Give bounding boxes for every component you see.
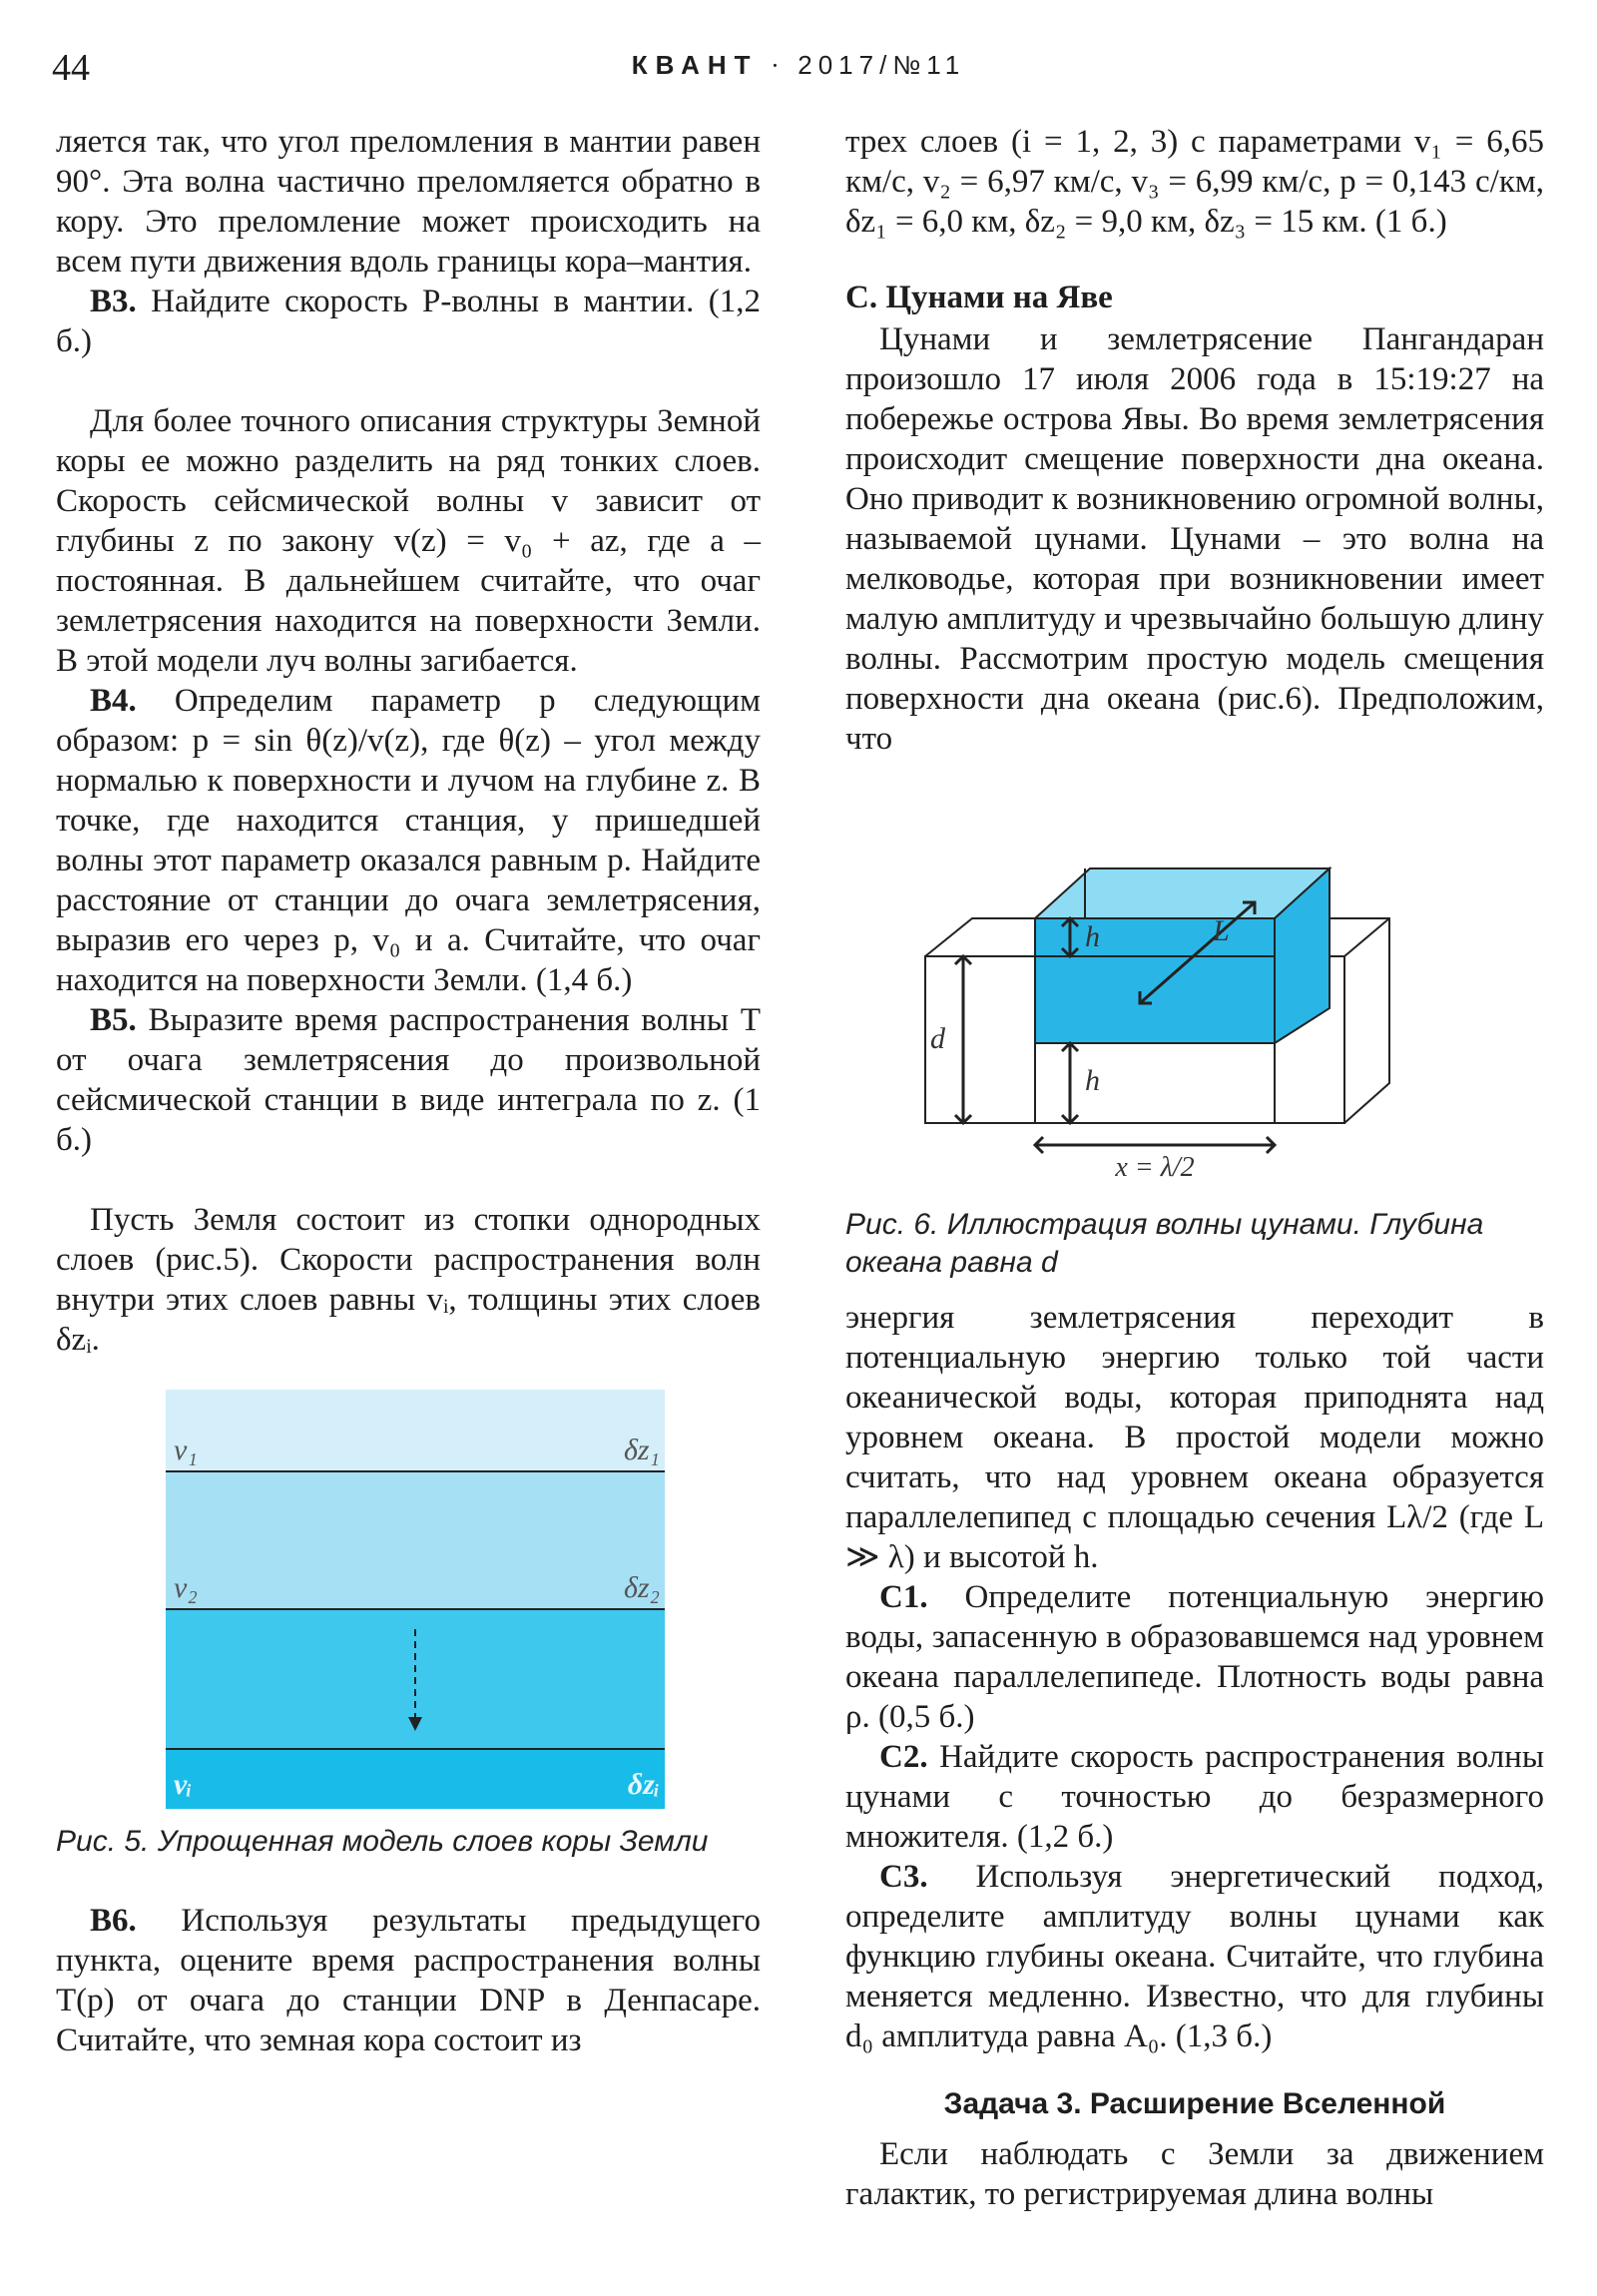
label-d: d xyxy=(930,1022,945,1055)
magazine-name: КВАНТ xyxy=(631,50,759,80)
problem-label: В6. xyxy=(90,1903,137,1939)
label-x: x = λ/2 xyxy=(1115,1152,1195,1178)
problem-b5 xyxy=(56,1000,761,1160)
problem-label: С2. xyxy=(879,1739,928,1775)
figure-6-tsunami xyxy=(845,799,1544,1178)
figure-6-caption: Рис. 6. Иллюстрация волны цунами. Глубина океана равна d xyxy=(845,1208,1484,1279)
slab-left-back xyxy=(925,918,1035,956)
layer-2-velocity: v₂ xyxy=(174,1571,198,1604)
right-column xyxy=(845,122,1544,2214)
problem-text: Найдите скорость распространения волны цунами с точностью до безразмерного множителя. (1,2 б.) xyxy=(845,1739,1544,1855)
label-h-top: h xyxy=(1085,920,1100,953)
problem-c3 xyxy=(845,1857,1544,2056)
page-number: 44 xyxy=(52,47,90,89)
paragraph: Для более точного описания структуры Земной коры ее можно разделить на ряд тонких слоев. Скорость сейсмической волны v зависит от глубины z по закону v(z) = v₀ + az, где a – постоянная. В дальнейшем считайте, что очаг землетрясения находится на поверхности Земли. В этой модели луч волны загибается. xyxy=(56,403,761,679)
layer-2-thickness: δz₂ xyxy=(623,1571,660,1604)
layer-1 xyxy=(166,1390,665,1471)
problem-text: Выразите время распространения волны T от очага землетрясения до произвольной сейсмической станции в виде интеграла по z. (1 б.) xyxy=(56,1002,761,1158)
paragraph: Если наблюдать с Земли за движением галактик, то регистрируемая длина волны xyxy=(845,2136,1544,2212)
running-header xyxy=(0,50,1597,81)
problem-text: Используя энергетический подход, определите амплитуду волны цунами как функцию глубины океана. Считайте, что глубина меняется медленно. Известно, что для глубины d₀ амплитуда равна A₀. (1,3 б.) xyxy=(845,1859,1544,2054)
layer-i xyxy=(166,1749,665,1809)
problem-label: С3. xyxy=(879,1859,928,1895)
figure-5-layers xyxy=(56,1390,761,1809)
problem-c1 xyxy=(845,1577,1544,1737)
layer-1-thickness: δz₁ xyxy=(623,1434,660,1466)
problem-label: С1. xyxy=(879,1579,928,1615)
problem-text: Найдите скорость P-волны в мантии. (1,2 б.) xyxy=(56,284,761,359)
problem-b3 xyxy=(56,282,761,361)
problem-b6 xyxy=(56,1901,761,2060)
problem-text: Определим параметр p следующим образом: p = sin θ(z)/v(z), где θ(z) – угол между нормалью к поверхности и лучом на глубине z. В точке, где находится станция, у пришедшей волны этот параметр оказался равным p. Найдите расстояние от станции до очага землетрясения, выразив его через p, v₀ и a. Считайте, что очаг находится на поверхности Земли. (1,4 б.) xyxy=(56,683,761,998)
left-column xyxy=(56,122,761,2060)
section-title: С. Цунами на Яве xyxy=(845,280,1113,315)
label-h-bottom: h xyxy=(1085,1064,1100,1097)
figure-5-caption: Рис. 5. Упрощенная модель слоев коры Земли xyxy=(56,1825,709,1858)
problem-label: В5. xyxy=(90,1002,137,1038)
problem-b4 xyxy=(56,681,761,1000)
paragraph: Пусть Земля состоит из стопки однородных слоев (рис.5). Скорости распространения волн внутри этих слоев равны vᵢ, толщины этих слоев δzᵢ. xyxy=(56,1202,761,1358)
label-L: L xyxy=(1213,914,1230,947)
problem-label: В3. xyxy=(90,284,137,319)
problem-label: В4. xyxy=(90,683,137,719)
paragraph: ляется так, что угол преломления в мантии равен 90°. Эта волна частично преломляется обратно в кору. Это преломление может происходить на всем пути движения вдоль границы кора–мантия. xyxy=(56,124,761,280)
layer-i-thickness: δzᵢ xyxy=(627,1768,660,1801)
paragraph: Цунами и землетрясение Пангандаран произошло 17 июля 2006 года в 15:19:27 на побережье острова Явы. Во время землетрясения происходит смещение поверхности дна океана. Оно приводит к возникновению огромной волны, называемой цунами. Цунами – это волна на мелководье, которая при возникновении имеет малую амплитуду и чрезвычайно большую длину волны. Рассмотрим простую модель смещения поверхности дна океана (рис.6). Предположим, что xyxy=(845,321,1544,757)
paragraph: энергия землетрясения переходит в потенциальную энергию только той части океанической воды, которая приподнята над уровнем океана. В простой модели можно считать, что над уровнем океана образуется параллелепипед с площадью сечения Lλ/2 (где L ≫ λ) и высотой h. xyxy=(845,1300,1544,1575)
problem-text: Определите потенциальную энергию воды, запасенную в образовавшемся над уровнем океана параллелепипеде. Плотность воды равна ρ. (0,5 б.) xyxy=(845,1579,1544,1735)
layer-1-velocity: v₁ xyxy=(174,1434,198,1466)
layer-2 xyxy=(166,1471,665,1609)
layer-i-velocity: vᵢ xyxy=(174,1768,193,1801)
paragraph: трех слоев (i = 1, 2, 3) с параметрами v₁ = 6,65 км/с, v₂ = 6,97 км/с, v₃ = 6,99 км/с, p = 0,143 с/км, δz₁ = 6,0 км, δz₂ = 9,0 км, δz₃ = 15 км. (1 б.) xyxy=(845,124,1544,240)
header-separator: · xyxy=(758,51,798,80)
problem-c2 xyxy=(845,1737,1544,1857)
task-3-title: Задача 3. Расширение Вселенной xyxy=(943,2087,1446,2120)
problem-text: Используя результаты предыдущего пункта, оцените время распространения волны T(p) от очага до станции DNP в Денпасаре. Считайте, что земная кора состоит из xyxy=(56,1903,761,2058)
issue-number: 2017/№11 xyxy=(798,50,966,80)
